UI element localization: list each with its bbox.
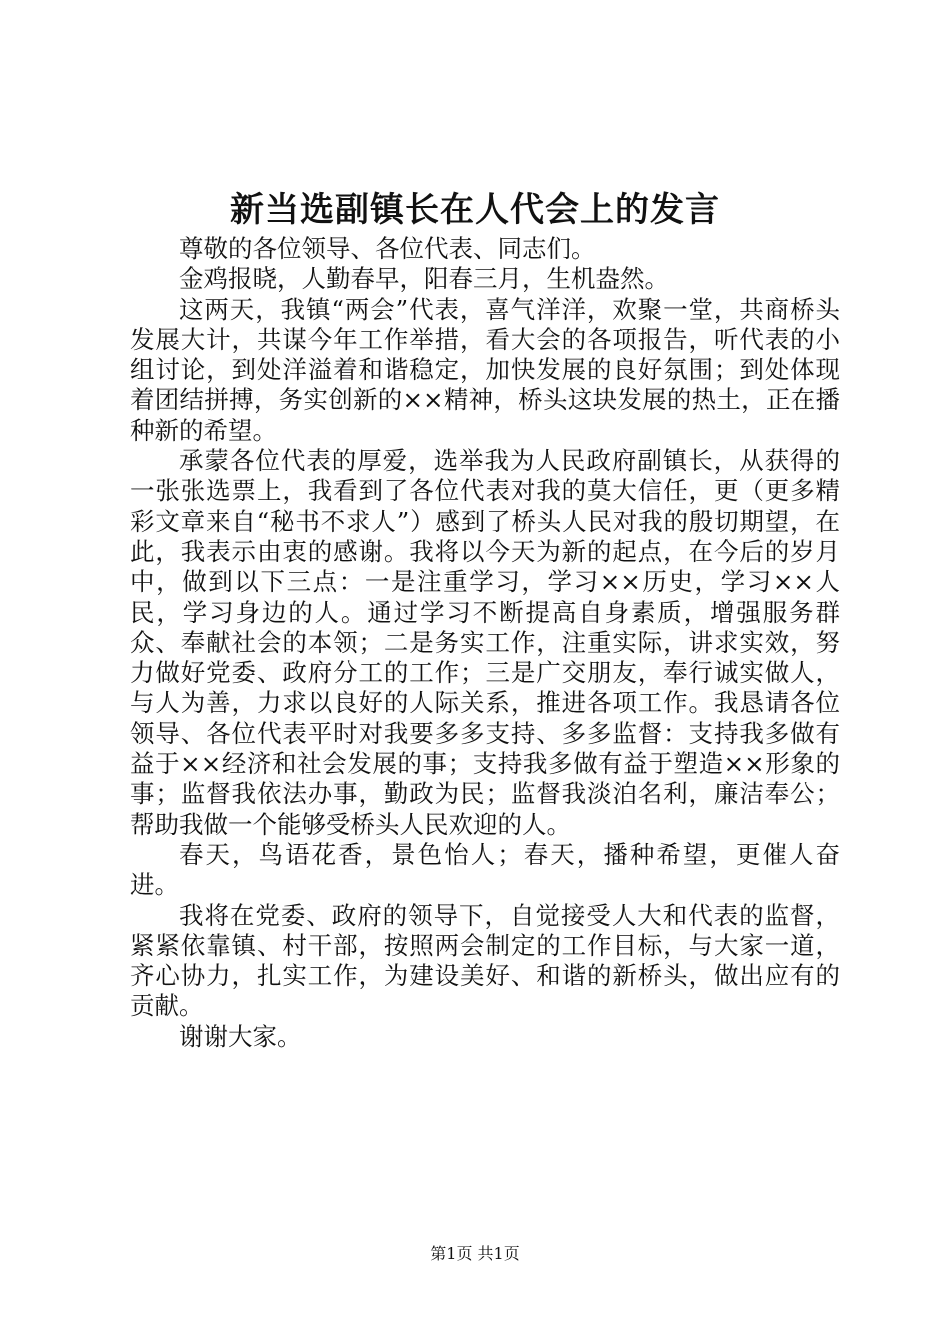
page-footer: 第1页 共1页 [430,1244,520,1263]
paragraph-commitment: 承蒙各位代表的厚爱，选举我为人民政府副镇长，从获得的一张张选票上，我看到了各位代表对我的莫大信任，更（更多精彩文章来自“秘书不求人”）感到了桥头人民对我的殷切期望，在此，我表示由衷的感谢。我将以今天为新的起点，在今后的岁月中，做到以下三点：一是注重学习，学习××历史，学习××人民，学习身边的人。通过学习不断提高自身素质，增强服务群众、奉献社会的本领；二是务实工作，注重实际，讲求实效，努力做好党委、政府分工的工作；三是广交朋友，奉行诚实做人，与人为善，力求以良好的人际关系，推进各项工作。我恳请各位领导、各位代表平时对我要多多支持、多多监督：支持我多做有益于××经济和社会发展的事；支持我多做有益于塑造××形象的事；监督我依法办事，勤政为民；监督我淡泊名利，廉洁奉公；帮助我做一个能够受桥头人民欢迎的人。 [130,446,840,839]
paragraph-meeting: 这两天，我镇“两会”代表，喜气洋洋，欢聚一堂，共商桥头发展大计，共谋今年工作举措，看大会的各项报告，听代表的小组讨论，到处洋溢着和谐稳定，加快发展的良好氛围；到处体现着团结拼搏，务实创新的××精神，桥头这块发展的热土，正在播种新的希望。 [130,294,840,445]
paragraph-spring: 春天，鸟语花香，景色怡人；春天，播种希望，更催人奋进。 [130,839,840,900]
paragraph-thanks: 谢谢大家。 [179,1021,302,1051]
paragraph-greeting: 尊敬的各位领导、各位代表、同志们。 [179,234,596,263]
paragraph-opening: 金鸡报晓，人勤春早，阳春三月，生机盎然。 [179,264,669,294]
document-body [130,234,840,1052]
paragraph-closing: 我将在党委、政府的领导下，自觉接受人大和代表的监督，紧紧依靠镇、村干部，按照两会制定的工作目标，与大家一道，齐心协力，扎实工作，为建设美好、和谐的新桥头，做出应有的贡献。 [130,900,840,1021]
document-title: 新当选副镇长在人代会上的发言 [230,190,720,230]
